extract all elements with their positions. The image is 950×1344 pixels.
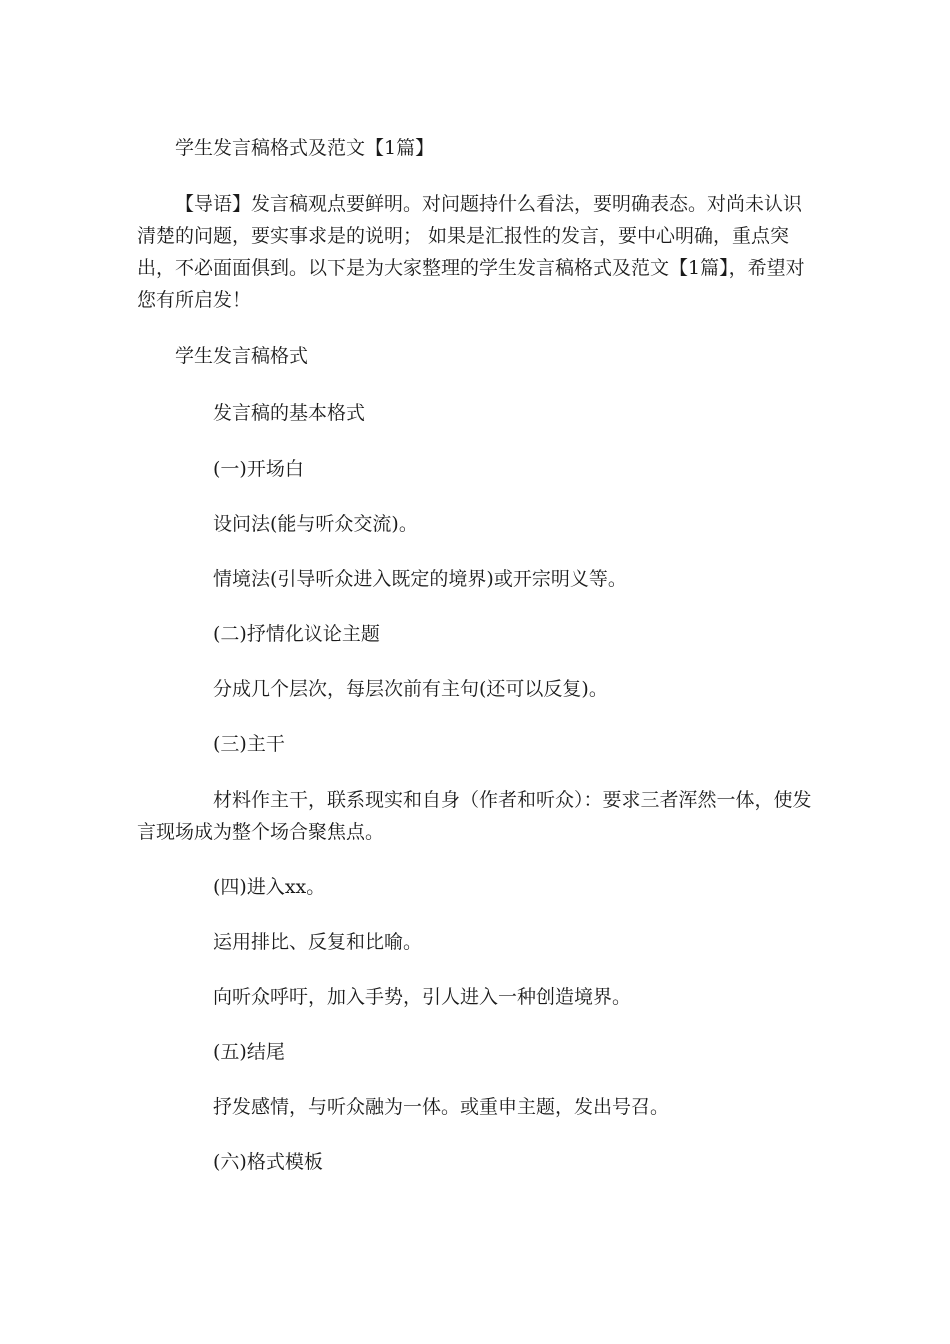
item4-heading: (四)进入xx。	[213, 876, 326, 898]
item3-paragraph: 材料作主干，联系现实和自身（作者和听众）：要求三者浑然一体，使发言现场成为整个场合聚焦点。	[137, 789, 812, 843]
item4-line1: 运用排比、反复和比喻。	[213, 931, 423, 953]
sub-heading: 发言稿的基本格式	[213, 402, 366, 424]
section-heading: 学生发言稿格式	[175, 345, 309, 367]
item2-heading: (二)抒情化议论主题	[213, 623, 380, 645]
item5-heading: (五)结尾	[213, 1041, 285, 1063]
intro-paragraph: 【导语】发言稿观点要鲜明。对问题持什么看法，要明确表态。对尚未认识清楚的问题，要实事求是的说明； 如果是汇报性的发言，要中心明确，重点突出，不必面面俱到。以下是为大家整理的学生发言稿格式及范文【1篇】，希望对您有所启发！	[137, 193, 805, 311]
item1-heading: (一)开场白	[213, 458, 304, 480]
item3-heading: (三)主干	[213, 733, 285, 755]
item1-line2: 情境法(引导听众进入既定的境界)或开宗明义等。	[213, 568, 627, 590]
item5-line1: 抒发感情，与听众融为一体。或重申主题，发出号召。	[213, 1096, 670, 1118]
item6-heading: (六)格式模板	[213, 1151, 323, 1173]
item1-line1: 设问法(能与听众交流)。	[213, 513, 418, 535]
item2-line1: 分成几个层次，每层次前有主句(还可以反复)。	[213, 678, 608, 700]
item4-line2: 向听众呼吁，加入手势，引人进入一种创造境界。	[213, 986, 632, 1008]
document-title: 学生发言稿格式及范文【1篇】	[175, 137, 435, 159]
